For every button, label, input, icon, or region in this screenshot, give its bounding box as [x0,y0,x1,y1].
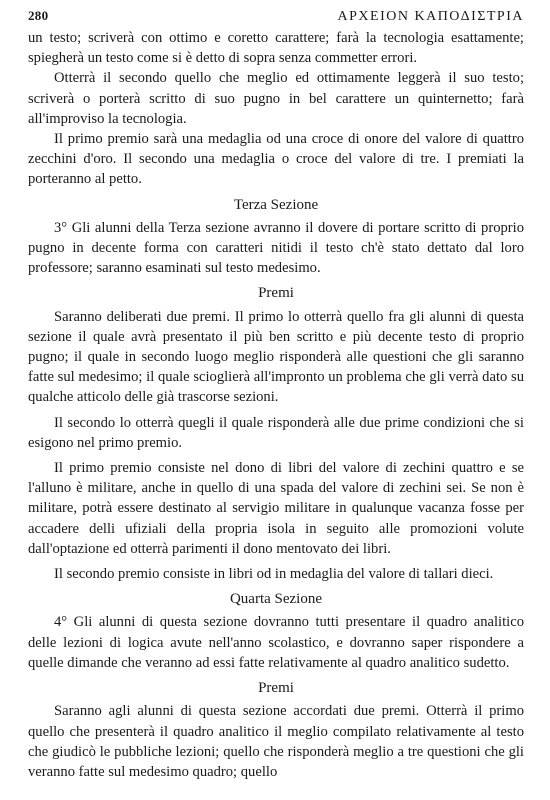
paragraph: Il primo premio sarà una medaglia od una croce di onore del valore di quattro zecchini d'oro. Il secondo una medaglia o croce del valore di tre. I premiati la porteranno al petto. [28,131,524,188]
running-header [28,6,524,28]
paragraph: Il primo premio consiste nel dono di libri del valore di zechini quattro e se l'alluno è militare, anche in quello di una spada del valore di zechini sei. Se non è militare, potrà essere destinato al servigio militare in qualunque vacanza fosse per accadere delli ufiziali della propria isola in seguito alle promozioni volute dall'optazione ed otterrà parimenti il dono mentovato dei libri. [28,460,524,557]
paragraph: Saranno agli alunni di questa sezione accordati due premi. Otterrà il primo quello che presenterà il quadro analitico il meglio compilato relativamente al testo che giudicò le pubbliche lezioni; quello che risponderà meglio a tre questioni che gli veranno fatte sul medesimo quadro; quello [28,703,524,780]
paragraph: un testo; scriverà con ottimo e coretto carattere; farà la tecnologia esattamente; spiegherà un testo come si è detto di sopra senza commetter errori. [28,30,524,67]
section-heading: Quarta Sezione [229,591,323,608]
section-heading: Premi [258,680,294,697]
paragraph: Otterrà il secondo quello che meglio ed ottimamente leggerà il suo testo; scriverà o porterà scritto di suo pugno in bel carattere un quinternetto; farà all'improviso la tecnologia. [28,70,524,127]
paragraph: Il secondo lo otterrà quegli il quale risponderà alle due prime condizioni che si esigono nel primo premio. [28,414,524,451]
page-number: 280 [28,8,49,23]
paragraph: Il secondo premio consiste in libri od in medaglia del valore di tallari dieci. [54,566,494,583]
section-heading: Terza Sezione [233,196,319,213]
paragraph: Saranno deliberati due premi. Il primo lo otterrà quello fra gli alunni di questa sezione il quale avrà presentato il più ben scritto e più decente testo di proprio pugno; il quale in secondo luogo meglio risponderà alle questioni che gli saranno fatte sul medesimo; il quale scioglierà all'impronto un problema che gli verrà dato su qualche atticolo delle già trascorse sezioni. [28,308,524,406]
paragraph: 3° Gli alunni della Terza sezione avranno il dovere di portare scritto di proprio pugno in decente forma con caratteri nitidi il testo ch'è stato dettato dal loro professore; saranno esaminati sul testo medesimo. [28,219,524,277]
paragraph: 4° Gli alunni di questa sezione dovranno tutti presentare il quadro analitico delle lezioni di logica avute nell'anno scolastico, e dovranno saper rispondere a quelle dimande che veranno ad essi fatte relativamente al quadro analitico sudetto. [28,614,524,671]
running-title: ΑΡΧΕΙΟΝ ΚΑΠΟΔΙΣΤΡΙΑ [337,9,524,24]
section-heading: Premi [258,285,294,302]
body-text [28,28,524,782]
